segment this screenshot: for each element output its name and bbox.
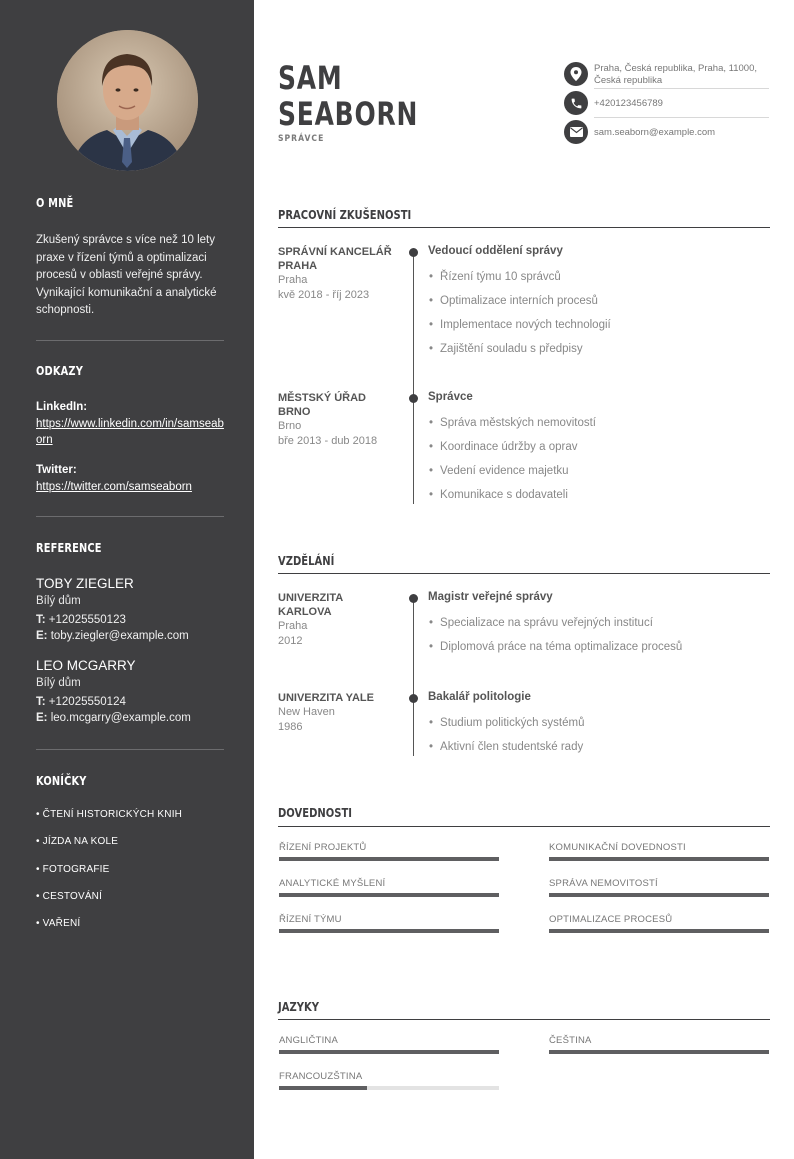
job-bullet: • Správa městských nemovitostí <box>429 417 596 429</box>
education-bullet: • Studium politických systémů <box>429 717 584 729</box>
job-bullet: • Zajištění souladu s předpisy <box>429 343 583 355</box>
contact-divider <box>594 88 769 89</box>
skill-bar-fill <box>549 893 769 897</box>
about-title: O MNĚ <box>36 196 74 210</box>
reference-phone <box>36 614 126 626</box>
reference-phone-value: +12025550123 <box>48 614 126 626</box>
skill-bar-fill <box>279 857 499 861</box>
timeline-dot <box>409 694 418 703</box>
language-bar-fill <box>279 1086 367 1090</box>
employer-name <box>278 245 398 273</box>
employer-name <box>278 391 398 419</box>
contact-divider <box>594 117 769 118</box>
skill-bar <box>279 929 499 933</box>
skill-bar-fill <box>279 929 499 933</box>
phone-icon <box>564 91 588 115</box>
job-bullet: • Komunikace s dodavateli <box>429 489 568 501</box>
language-label: FRANCOUZŠTINA <box>279 1071 363 1082</box>
email-label: E: <box>36 712 48 724</box>
linkedin-label: LinkedIn: <box>36 401 88 413</box>
employment-dates: kvě 2018 - říj 2023 <box>278 289 370 301</box>
school-place: Praha <box>278 620 308 632</box>
employer-line: BRNO <box>278 406 311 418</box>
graduation-year: 2012 <box>278 635 303 647</box>
section-divider <box>278 227 770 228</box>
employer-line: PRAHA <box>278 260 318 272</box>
skill-label: ANALYTICKÉ MYŠLENÍ <box>279 878 386 889</box>
school-name <box>278 591 398 619</box>
skill-label: ŘÍZENÍ PROJEKTŮ <box>279 842 367 853</box>
timeline-dot <box>409 594 418 603</box>
divider <box>36 749 224 750</box>
language-label: ANGLIČTINA <box>279 1035 339 1046</box>
employer-place: Praha <box>278 274 308 286</box>
reference-email <box>36 712 191 724</box>
experience-timeline <box>413 250 414 504</box>
reference-name: TOBY ZIEGLER <box>36 576 134 591</box>
section-divider <box>278 826 770 827</box>
job-title: Vedoucí oddělení správy <box>428 245 563 257</box>
section-divider <box>278 1019 770 1020</box>
skill-bar <box>279 893 499 897</box>
graduation-year: 1986 <box>278 721 303 733</box>
hobby-item: • VAŘENÍ <box>36 918 81 929</box>
school-place: New Haven <box>278 706 335 718</box>
language-bar <box>549 1050 769 1054</box>
profile-photo <box>57 30 198 171</box>
education-timeline <box>413 596 414 756</box>
education-title: VZDĚLÁNÍ <box>278 553 335 568</box>
reference-phone <box>36 696 126 708</box>
skill-bar-fill <box>279 893 499 897</box>
skill-bar <box>549 929 769 933</box>
skill-label: OPTIMALIZACE PROCESŮ <box>549 914 673 925</box>
language-bar <box>279 1086 499 1090</box>
job-role: SPRÁVCE <box>278 134 325 144</box>
employer-place: Brno <box>278 420 302 432</box>
divider <box>36 340 224 341</box>
degree-title: Magistr veřejné správy <box>428 591 553 603</box>
location-pin-icon <box>564 62 588 86</box>
reference-email-value: toby.ziegler@example.com <box>50 630 189 642</box>
reference-email <box>36 630 189 642</box>
school-line: KARLOVA <box>278 606 332 618</box>
divider <box>36 516 224 517</box>
contact-address: Praha, Česká republika, Praha, 11000, Česká republika <box>594 63 758 86</box>
skill-bar <box>279 857 499 861</box>
contact-email: sam.seaborn@example.com <box>594 127 716 138</box>
linkedin-link[interactable]: https://www.linkedin.com/in/samseaborn <box>36 418 224 446</box>
language-bar-fill <box>279 1050 499 1054</box>
job-bullet: • Vedení evidence majetku <box>429 465 569 477</box>
about-text: Zkušený správce s více než 10 lety praxe v řízení týmů a optimalizaci procesů v oblasti veřejné správy. Vynikající komunikační a analytické schopnosti. <box>36 234 217 316</box>
skill-bar-fill <box>549 929 769 933</box>
email-label: E: <box>36 630 48 642</box>
employer-line: MĚSTSKÝ ÚŘAD <box>278 392 367 404</box>
experience-title: PRACOVNÍ ZKUŠENOSTI <box>278 207 412 222</box>
skill-bar <box>549 893 769 897</box>
hobby-item: • CESTOVÁNÍ <box>36 891 103 902</box>
education-bullet: • Diplomová práce na téma optimalizace procesů <box>429 641 682 653</box>
reference-name: LEO MCGARRY <box>36 658 136 673</box>
reference-org: Bílý dům <box>36 595 81 607</box>
school-line: UNIVERZITA <box>278 592 344 604</box>
language-bar <box>279 1050 499 1054</box>
languages-title: JAZYKY <box>278 999 319 1014</box>
phone-label: T: <box>36 696 46 708</box>
skill-label: ŘÍZENÍ TÝMU <box>279 914 342 925</box>
education-bullet: • Specializace na správu veřejných institucí <box>429 617 653 629</box>
skill-label: SPRÁVA NEMOVITOSTÍ <box>549 878 658 889</box>
education-bullet: • Aktivní člen studentské rady <box>429 741 583 753</box>
references-title: REFERENCE <box>36 541 102 555</box>
twitter-link[interactable]: https://twitter.com/samseaborn <box>36 481 192 493</box>
job-bullet: • Implementace nových technologií <box>429 319 611 331</box>
hobby-item: • ČTENÍ HISTORICKÝCH KNIH <box>36 809 183 820</box>
first-name: SAM <box>278 59 343 97</box>
last-name: SEABORN <box>278 95 419 133</box>
degree-title: Bakalář politologie <box>428 691 531 703</box>
language-label: ČEŠTINA <box>549 1035 592 1046</box>
hobby-item: • FOTOGRAFIE <box>36 864 110 875</box>
skills-title: DOVEDNOSTI <box>278 805 353 820</box>
reference-email-value: leo.mcgarry@example.com <box>50 712 191 724</box>
job-title: Správce <box>428 391 473 403</box>
twitter-label: Twitter: <box>36 464 77 476</box>
skill-bar <box>549 857 769 861</box>
email-icon <box>564 120 588 144</box>
timeline-dot <box>409 394 418 403</box>
hobby-item: • JÍZDA NA KOLE <box>36 836 119 847</box>
contact-phone: +420123456789 <box>594 98 663 109</box>
hobbies-title: KONÍČKY <box>36 774 87 788</box>
job-bullet: • Optimalizace interních procesů <box>429 295 598 307</box>
phone-label: T: <box>36 614 46 626</box>
section-divider <box>278 573 770 574</box>
sidebar <box>0 0 254 1159</box>
reference-phone-value: +12025550124 <box>48 696 126 708</box>
employment-dates: bře 2013 - dub 2018 <box>278 435 378 447</box>
employer-line: SPRÁVNÍ KANCELÁŘ <box>278 246 392 258</box>
job-bullet: • Koordinace údržby a oprav <box>429 441 577 453</box>
job-bullet: • Řízení týmu 10 správců <box>429 271 561 283</box>
skill-bar-fill <box>549 857 769 861</box>
language-bar-fill <box>549 1050 769 1054</box>
timeline-dot <box>409 248 418 257</box>
reference-org: Bílý dům <box>36 677 81 689</box>
links-title: ODKAZY <box>36 364 84 378</box>
school-name: UNIVERZITA YALE <box>278 692 374 704</box>
skill-label: KOMUNIKAČNÍ DOVEDNOSTI <box>549 842 686 853</box>
